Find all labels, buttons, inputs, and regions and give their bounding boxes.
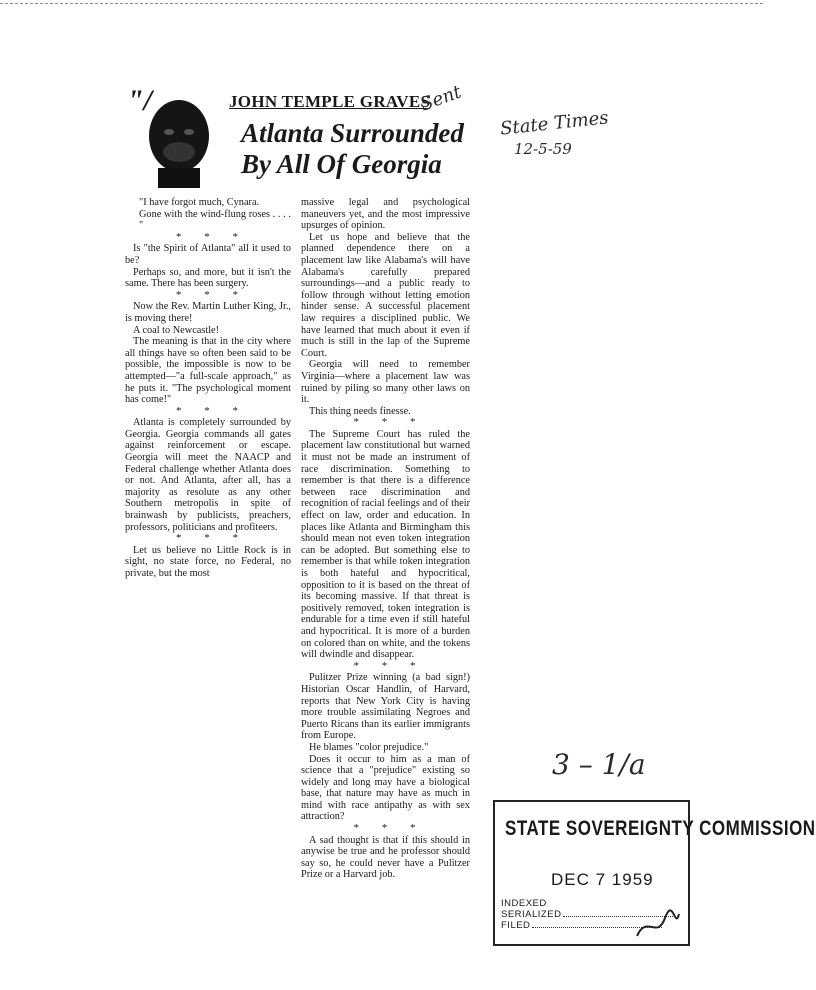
article-paragraph: A sad thought is that if this should in anywise be true and he professor should say so, he could never have a Pulitzer Prize or a Harvard job. bbox=[301, 834, 470, 881]
article-paragraph: Atlanta is completely surrounded by Georgia. Georgia commands all gates against reinforcement or escape. Georgia will meet the NAACP and Federal challenge whether Atlanta does or not. And Atlanta, after all, has a majority as resolute as any other Southern metropolis in spite of brainwash by publicists, preachers, professors, politicians and profiteers. bbox=[125, 417, 291, 533]
byline: JOHN TEMPLE GRAVES bbox=[229, 92, 431, 111]
headline-line-1: Atlanta Surrounded bbox=[241, 118, 464, 148]
article-paragraph: Georgia will need to remember Virginia—where a placement law was ruined by piling so many other laws on it. bbox=[301, 359, 470, 406]
section-stars: * * * bbox=[353, 416, 426, 429]
article-paragraph: A coal to Newcastle! bbox=[133, 324, 220, 336]
article-paragraph: Now the Rev. Martin Luther King, Jr., is moving there! bbox=[125, 301, 291, 324]
article-paragraph: The meaning is that in the city where all things have so often been said to be possible, the impossible is now to be attempted—"a full-scale approach," as he puts it. "The psychological moment has come!" bbox=[125, 336, 291, 406]
headline-line-2: By All Of Georgia bbox=[241, 149, 442, 179]
section-stars: * * * bbox=[353, 659, 426, 672]
handwritten-filing-mark: 3 – 1/a bbox=[552, 748, 646, 781]
article-paragraph: Does it occur to him as a man of science that a "prejudice" existing so widely and long may have a biological base, that nature may have as much in mind with race antipathy as with sex attraction? bbox=[301, 753, 470, 823]
handwritten-initials bbox=[635, 910, 681, 942]
article-paragraph: Let us believe no Little Rock is in sight, no state force, no Federal, no private, but the most bbox=[125, 544, 291, 579]
stamp-serialized-label: SERIALIZED bbox=[501, 909, 562, 920]
article-column-2 bbox=[301, 197, 470, 881]
epigraph-line: Gone with the wind-flung roses . . . . " bbox=[139, 208, 291, 232]
section-stars: * * * bbox=[176, 532, 248, 545]
article-paragraph: This thing needs finesse. bbox=[309, 405, 411, 417]
quote-mark: "/ bbox=[127, 84, 152, 117]
epigraph-line: "I have forgot much, Cynara. bbox=[139, 197, 260, 208]
scan-edge-dashes bbox=[0, 3, 763, 4]
article-paragraph: Let us hope and believe that the planned dependence there on a placement law like Alabama's will have Alabama's carefully prepared surroundings—and a public ready to follow through without letting emotion hinder sense. A successful placement law requires a disciplined public. We have learned that much about it even if much is still in the lap of the Supreme Court. bbox=[301, 231, 470, 359]
section-stars: * * * bbox=[176, 404, 248, 417]
article-column-1 bbox=[125, 197, 291, 580]
handwritten-source-date: 12-5-59 bbox=[514, 140, 572, 158]
article-paragraph: Pulitzer Prize winning (a bad sign!) Historian Oscar Handlin, of Harvard, reports that New York City is having more trouble assimilating Negroes and Puerto Ricans than its earlier immigrants from Europe. bbox=[301, 672, 470, 742]
article-paragraph: The Supreme Court has ruled the placement law constitutional but warned it must not be made an instrument of race discrimination. Something to remember is that there is a difference between race discrimination and recognition of racial feelings and of their effect on law, order and education. In places like Atlanta and Birmingham this should mean not even token integration can be adopted. But something else to remember is that while token integration is both hateful and hypocritical, opposition to it is based on the threat of its becoming massive. If that threat is positively removed, token integration is endurable for a time even if still hateful and hypocritical. It is more of a burden on colored than on white, and the tokens will dwindle and disappear. bbox=[301, 428, 470, 661]
handwritten-top-scrawl: Sent bbox=[417, 81, 465, 116]
stamp-date: DEC 7 1959 bbox=[551, 870, 654, 889]
stamp-title: STATE SOVEREIGNTY COMMISSION bbox=[505, 816, 816, 840]
article-paragraph: massive legal and psychological maneuvers yet, and the most impressive upsurges of opinion. bbox=[301, 197, 470, 232]
stamp-filed-label: FILED bbox=[501, 920, 531, 931]
section-stars: * * * bbox=[176, 288, 248, 301]
stamp-indexed-label: INDEXED bbox=[501, 898, 547, 909]
state-sovereignty-stamp bbox=[493, 800, 816, 946]
section-stars: * * * bbox=[353, 822, 426, 835]
article-paragraph: He blames "color prejudice." bbox=[309, 741, 429, 753]
headline bbox=[241, 118, 481, 180]
stamp-indexed-line bbox=[501, 898, 547, 909]
article-paragraph: Is "the Spirit of Atlanta" all it used to be? bbox=[125, 243, 291, 266]
section-stars: * * * bbox=[176, 230, 248, 243]
handwritten-source-label: State Times bbox=[499, 107, 610, 140]
columnist-portrait bbox=[138, 96, 220, 188]
article-paragraph: Perhaps so, and more, but it isn't the same. There has been surgery. bbox=[125, 266, 291, 290]
